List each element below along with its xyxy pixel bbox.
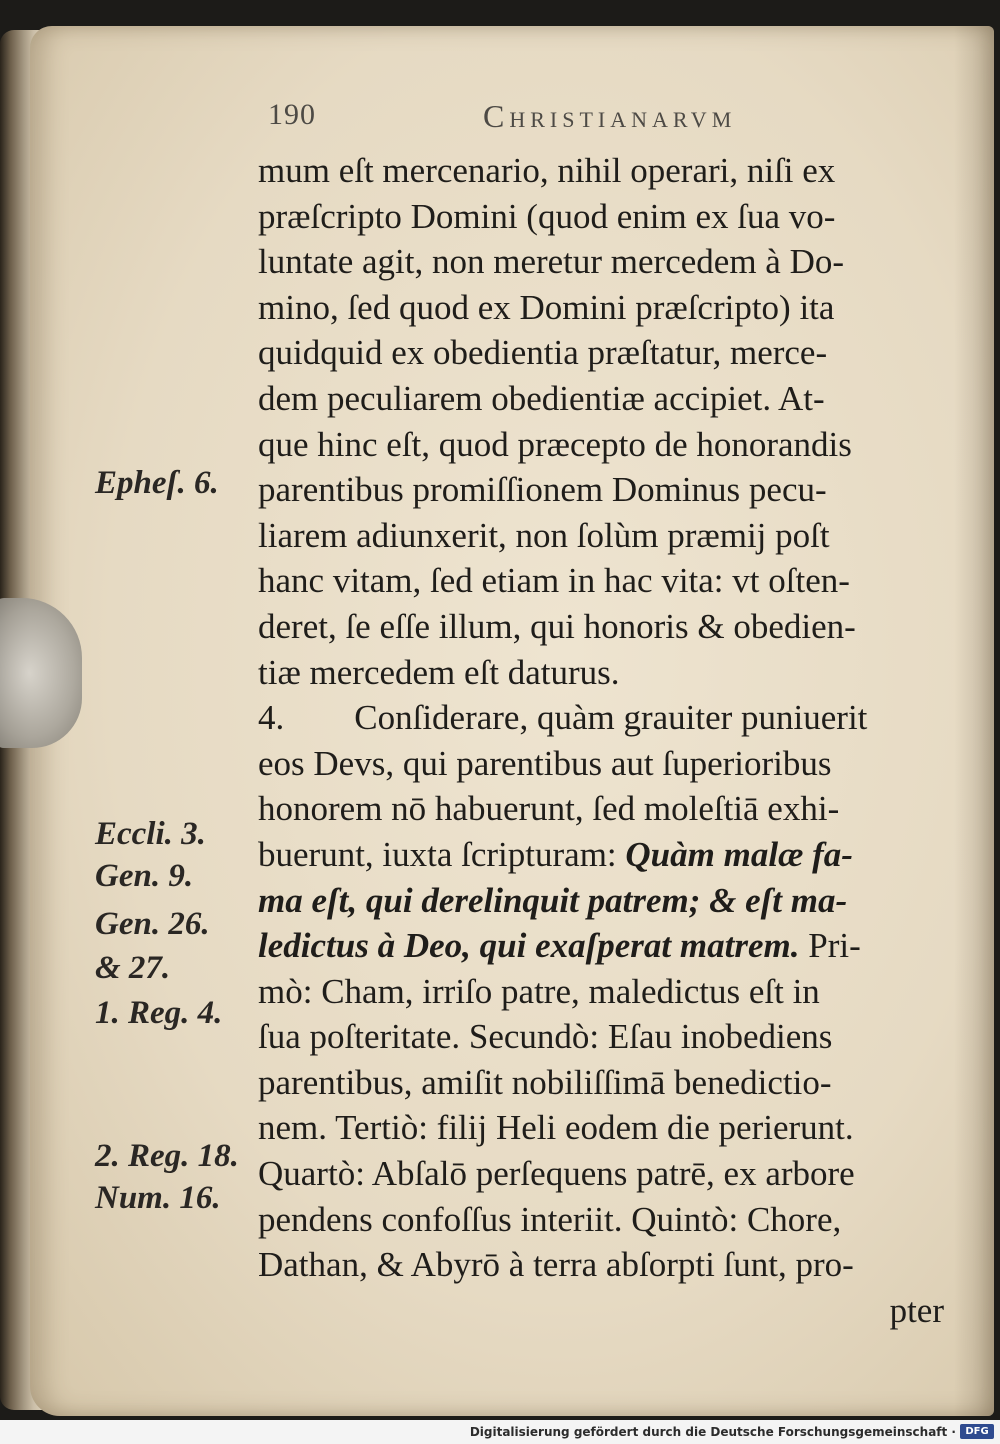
text-line: mum eſt mercenario, nihil operari, niſi ex xyxy=(258,151,836,190)
text-line: mò: Cham, irriſo patre, maledictus eſt in xyxy=(258,971,820,1011)
text-line: pendens confoſſus interiit. Quintò: Chore, xyxy=(258,1199,842,1239)
italic-quotation-line: ma eſt, qui derelinquit patrem; & eſt ma- xyxy=(258,880,848,920)
text-line: tiæ mercedem eſt daturus. xyxy=(258,652,620,692)
text-segment: buerunt, iuxta ſcripturam: xyxy=(258,834,626,874)
text-line: præſcripto Domini (quod enim ex ſua vo- xyxy=(258,196,836,236)
page-number: 190 xyxy=(268,98,316,131)
italic-quotation: ledictus à Deo, qui exaſperat matrem. xyxy=(258,926,800,966)
italic-quotation: Quàm malæ fa- xyxy=(625,834,853,874)
text-line: hanc vitam, ſed etiam in hac vita: vt oſten- xyxy=(258,561,850,601)
text-line: Dathan, & Abyrō à terra abſorpti ſunt, pro- xyxy=(258,1245,854,1285)
text-line: parentibus promiſſionem Dominus pecu- xyxy=(258,470,827,510)
text-line: quidquid ex obedientia præſtatur, merce- xyxy=(258,333,828,373)
text-line: liarem adiunxerit, non ſolùm præmij poſt xyxy=(258,515,830,555)
paragraph-number: 4. xyxy=(258,698,285,738)
text-segment: Conſiderare, quàm grauiter puniuerit xyxy=(354,698,868,738)
text-line: Quartò: Abſalō perſequens patrē, ex arbore xyxy=(258,1154,855,1194)
margin-note: Eccli. 3. xyxy=(95,816,206,852)
page-header xyxy=(238,94,858,140)
margin-note: Epheſ. 6. xyxy=(95,465,219,501)
margin-note: 2. Reg. 18. xyxy=(95,1138,239,1174)
margin-note: Num. 16. xyxy=(95,1180,221,1216)
spine-shadow xyxy=(954,26,994,1416)
body-text xyxy=(258,148,958,1333)
text-line: deret, ſe eſſe illum, qui honoris & obedien- xyxy=(258,606,856,646)
text-line xyxy=(258,923,958,969)
text-line: dem peculiarem obedientiæ accipiet. At- xyxy=(258,378,825,418)
text-line: nem. Tertiò: filij Heli eodem die perierunt. xyxy=(258,1108,854,1148)
footer-bar xyxy=(0,1420,1000,1444)
text-line: que hinc eſt, quod præcepto de honorandis xyxy=(258,424,852,464)
text-line: eos Devs, qui parentibus aut ſuperioribus xyxy=(258,743,832,783)
footer-credit: Digitalisierung gefördert durch die Deutsche Forschungsgemeinschaft · xyxy=(469,1425,956,1439)
text-line xyxy=(258,832,958,878)
dfg-logo: DFG xyxy=(960,1424,994,1439)
margin-note: Gen. 26. xyxy=(95,906,210,942)
catchword: pter xyxy=(889,1290,944,1330)
text-line: parentibus, amiſit nobiliſſimā benedictio- xyxy=(258,1062,832,1102)
text-line: luntate agit, non meretur mercedem à Do- xyxy=(258,242,845,282)
text-line: ſua poſteritate. Secundò: Eſau inobediens xyxy=(258,1017,833,1057)
running-title: Christianarvm xyxy=(483,98,737,134)
text-line: honorem nō habuerunt, ſed moleſtiā exhi- xyxy=(258,789,840,829)
margin-note: & 27. xyxy=(95,950,171,986)
margin-note: 1. Reg. 4. xyxy=(95,995,223,1031)
text-line: mino, ſed quod ex Domini præſcripto) ita xyxy=(258,287,835,327)
margin-note: Gen. 9. xyxy=(95,858,194,894)
text-segment: Pri- xyxy=(799,926,861,966)
text-line xyxy=(258,695,958,741)
